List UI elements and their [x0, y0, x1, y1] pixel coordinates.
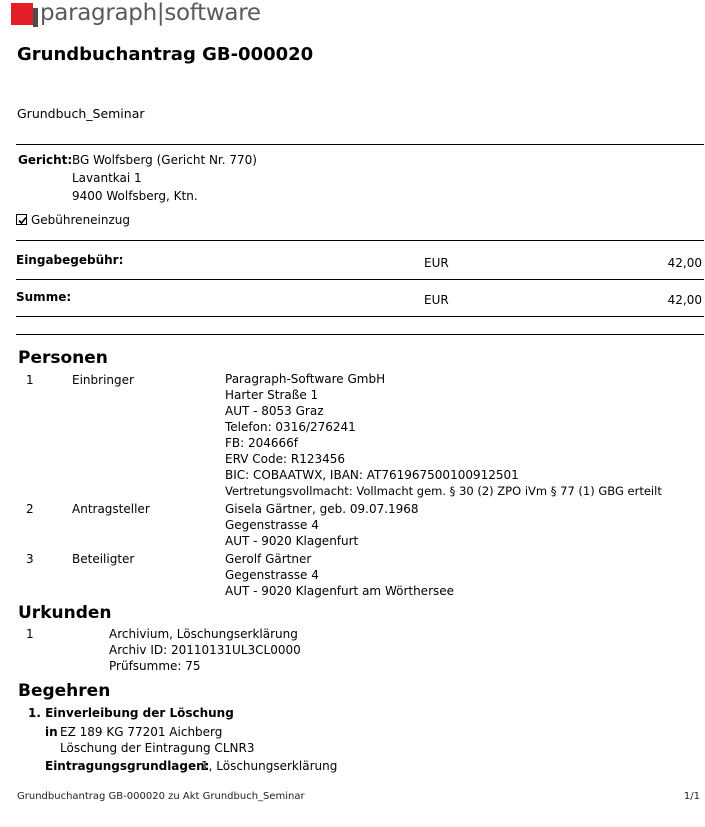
gebuehreneinzug-checkbox[interactable] [16, 214, 27, 225]
footer-text: Grundbuchantrag GB-000020 zu Akt Grundbuch_Seminar [17, 791, 305, 802]
grundlagen-label: Eintragungsgrundlagen: [45, 759, 210, 773]
logo-text: paragraph|software [40, 0, 261, 26]
divider [16, 279, 704, 280]
fee-amount: 42,00 [667, 256, 702, 270]
gericht-line: Lavantkai 1 [72, 171, 142, 185]
checkmark-icon [17, 215, 28, 226]
begehren-item-title: 1. Einverleibung der Löschung [28, 706, 234, 720]
person-role: Beteiligter [72, 552, 135, 566]
urkunden-heading: Urkunden [18, 603, 112, 623]
person-line: Paragraph-Software GmbH [225, 372, 386, 386]
person-line: FB: 204666f [225, 436, 299, 450]
person-line: BIC: COBAATWX, IBAN: AT761967500100912501 [225, 468, 519, 482]
akt-name: Grundbuch_Seminar [17, 106, 145, 121]
person-line: AUT - 8053 Graz [225, 404, 324, 418]
logo-red-square-icon [11, 3, 33, 25]
fee-currency: EUR [424, 256, 449, 270]
person-nr: 3 [26, 552, 34, 566]
person-nr: 1 [26, 373, 34, 387]
urkunde-details [109, 626, 301, 674]
divider [16, 334, 704, 335]
person-line: ERV Code: R123456 [225, 452, 346, 466]
person-line: Gisela Gärtner, geb. 09.07.1968 [225, 502, 419, 516]
begehren-in-label: in [45, 725, 58, 739]
begehren-heading: Begehren [18, 681, 111, 701]
urkunde-nr: 1 [26, 627, 34, 641]
grundlagen-value: 1, Löschungserklärung [201, 759, 338, 773]
person-line: Vertretungsvollmacht: Vollmacht gem. § 30 (2) ZPO iVm § 77 (1) GBG erteilt [225, 484, 662, 498]
page-number: 1/1 [683, 791, 700, 802]
personen-heading: Personen [18, 348, 108, 368]
sum-currency: EUR [424, 293, 449, 307]
person-role: Antragsteller [72, 502, 150, 516]
gebuehreneinzug-label: Gebühreneinzug [31, 213, 131, 227]
gericht-line: 9400 Wolfsberg, Ktn. [72, 189, 198, 203]
fee-label: Eingabegebühr: [16, 253, 124, 267]
person-role: Einbringer [72, 373, 134, 387]
page-title: Grundbuchantrag GB-000020 [17, 44, 314, 65]
person-line: Gerolf Gärtner [225, 552, 312, 566]
person-line: Gegenstrasse 4 [225, 568, 319, 582]
divider [16, 144, 704, 145]
logo-gray-bar-icon [33, 8, 38, 27]
urkunde-line: Archivium, Löschungserklärung [109, 627, 298, 641]
urkunde-line: Archiv ID: 20110131UL3CL0000 [109, 643, 301, 657]
gericht-label: Gericht: [18, 153, 73, 167]
person-line: Gegenstrasse 4 [225, 518, 319, 532]
begehren-detail: Löschung der Eintragung CLNR3 [60, 741, 255, 755]
gericht-address [72, 152, 257, 204]
person-line: Telefon: 0316/276241 [225, 420, 356, 434]
divider [16, 316, 704, 317]
urkunde-line: Prüfsumme: 75 [109, 659, 201, 673]
person-details [225, 501, 419, 549]
person-nr: 2 [26, 502, 34, 516]
divider [16, 240, 704, 241]
sum-label: Summe: [16, 290, 72, 304]
person-line: AUT - 9020 Klagenfurt am Wörthersee [225, 584, 455, 598]
person-line: Harter Straße 1 [225, 388, 319, 402]
begehren-in-value: EZ 189 KG 77201 Aichberg [60, 725, 223, 739]
sum-amount: 42,00 [667, 293, 702, 307]
person-details [225, 371, 662, 499]
gericht-line: BG Wolfsberg (Gericht Nr. 770) [72, 153, 257, 167]
person-line: AUT - 9020 Klagenfurt [225, 534, 359, 548]
person-details [225, 551, 454, 599]
